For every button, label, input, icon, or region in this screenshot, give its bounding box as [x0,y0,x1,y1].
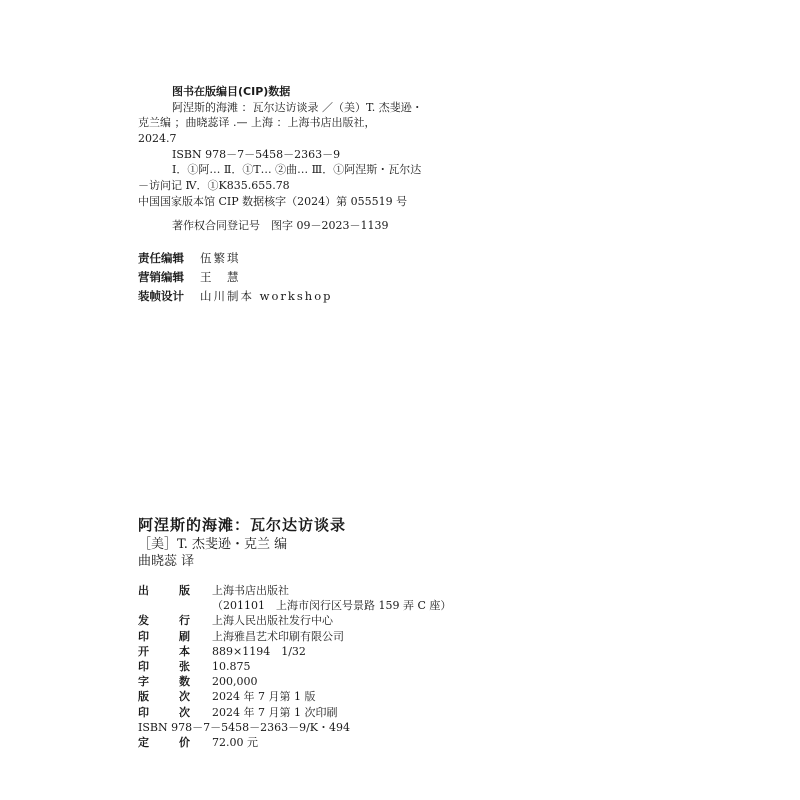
colophon-value: （201101 上海市闵行区号景路 159 弄 C 座） [212,599,452,613]
colophon-row [138,613,451,628]
colophon-value: 10.875 [212,659,251,673]
colophon-row [138,629,451,644]
colophon-value: 72.00 元 [212,735,258,749]
cip-line: 中国国家版本馆 CIP 数据核字（2024）第 055519 号 [138,194,408,208]
colophon-row [138,598,451,613]
colophon-key: 印刷 [138,629,190,643]
staff-role: 营销编辑 [138,270,184,284]
colophon-value: 2024 年 7 月第 1 版 [212,690,316,704]
book-author: ［美］T. 杰斐逊・克兰 编 [138,537,288,552]
colophon-key: 出版 [138,584,190,597]
cip-line: －访问记 Ⅳ．①K835.655.78 [138,179,290,193]
staff-role: 责任编辑 [138,251,184,265]
copyright-registration: 著作权合同登记号 图字 09－2023－1139 [172,218,389,232]
cip-heading: 图书在版编目(CIP)数据 [172,85,291,98]
colophon-row [138,735,451,750]
colophon-key: 字数 [138,675,190,689]
cip-line: Ⅰ．①阿… Ⅱ．①T… ②曲… Ⅲ．①阿涅斯・瓦尔达 [172,163,422,177]
colophon-key: 开本 [138,644,190,658]
book-info [138,514,346,570]
cip-block [138,84,578,233]
cip-line: 阿涅斯的海滩 ：瓦尔达访谈录 ／（美）T. 杰斐逊・ [172,100,423,114]
colophon-key: 发行 [138,614,190,628]
colophon-value: 200,000 [212,675,258,689]
cip-line: 克兰编 ；曲晓蕊译 .— 上海 ：上海书店出版社， [138,116,376,130]
colophon-row [138,705,451,720]
book-title: 阿涅斯的海滩：瓦尔达访谈录 [138,516,347,534]
colophon-key: 定价 [138,735,190,749]
colophon-value: 上海人民出版社发行中心 [212,614,333,628]
colophon-value: 上海雅昌艺术印刷有限公司 [212,629,344,643]
colophon-key: 版次 [138,690,190,704]
staff-role: 装帧设计 [138,289,184,303]
colophon-row [138,674,451,689]
cip-line: 2024.7 [138,132,177,146]
colophon-key: 印次 [138,705,190,719]
staff-name: 伍繁琪 [200,251,241,265]
book-translator: 曲晓蕊 译 [138,554,195,569]
colophon-row [138,659,451,674]
colophon-row [138,720,451,735]
cip-line: ISBN 978－7－5458－2363－9 [172,147,341,161]
staff-row [138,249,332,268]
colophon-value: 889×1194 1/32 [212,644,306,658]
staff-name: 王 慧 [200,270,241,284]
staff-row [138,268,332,287]
colophon [138,583,451,750]
colophon-key: 印张 [138,659,190,673]
staff-credits [138,249,332,306]
staff-row [138,287,332,306]
colophon-row [138,644,451,659]
colophon-row [138,583,451,598]
colophon-value: 2024 年 7 月第 1 次印刷 [212,705,338,719]
staff-name: 山川制本 workshop [200,289,333,303]
colophon-value: 上海书店出版社 [212,584,289,597]
colophon-isbn: ISBN 978－7－5458－2363－9/K・494 [138,720,350,734]
colophon-row [138,689,451,704]
